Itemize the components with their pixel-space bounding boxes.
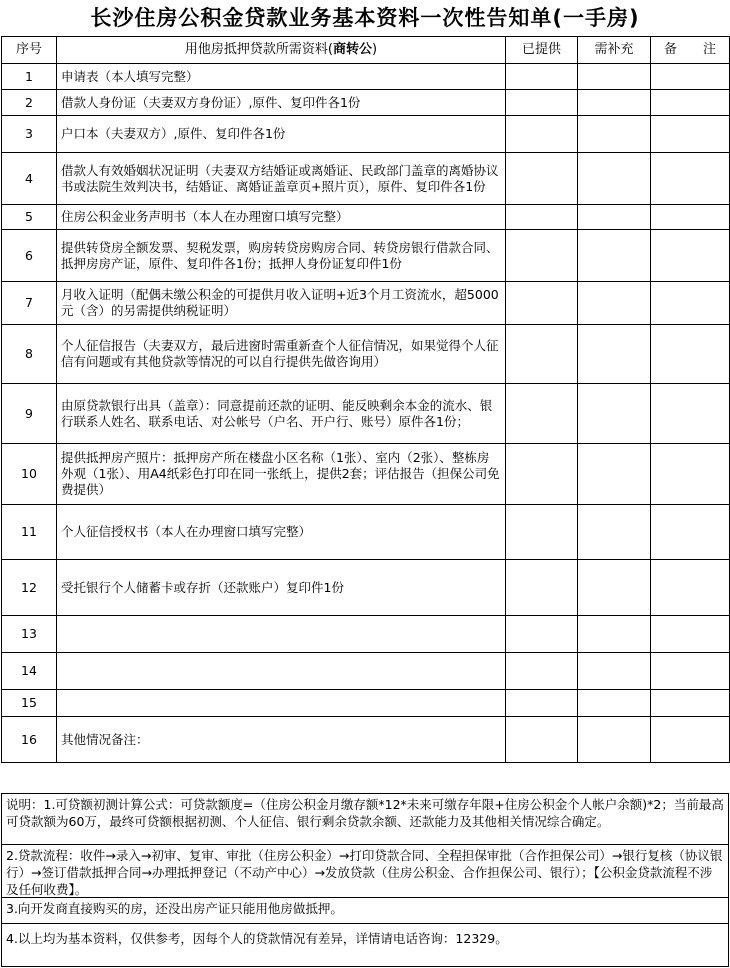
row-supplement-cell [578,444,651,505]
row-description: 受托银行个人储蓄卡或存折（还款账户）复印件1份 [57,560,506,616]
row-supplement-cell [578,205,651,230]
row-remarks-cell [651,690,730,717]
row-description: 住房公积金业务声明书（本人在办理窗口填写完整） [57,205,506,230]
header-provided: 已提供 [506,37,578,64]
row-supplement-cell [578,116,651,153]
row-description [57,653,506,690]
table-row [2,717,730,763]
table-row [2,653,730,690]
row-number: 1 [2,64,57,90]
table-row [2,690,730,717]
row-provided-cell [506,384,578,444]
row-provided-cell [506,205,578,230]
table-row [2,205,730,230]
row-remarks-cell [651,560,730,616]
row-supplement-cell [578,230,651,282]
header-supplement: 需补充 [578,37,651,64]
header-desc-suffix: ) [372,42,378,57]
row-provided-cell [506,560,578,616]
row-number: 8 [2,325,57,384]
row-provided-cell [506,230,578,282]
row-number: 7 [2,282,57,325]
table-row [2,153,730,205]
table-header-row [2,37,730,64]
table-row [2,64,730,90]
row-supplement-cell [578,90,651,116]
row-remarks-cell [651,505,730,560]
row-supplement-cell [578,560,651,616]
row-remarks-cell [651,116,730,153]
row-provided-cell [506,505,578,560]
row-supplement-cell [578,384,651,444]
row-remarks-cell [651,205,730,230]
row-remarks-cell [651,384,730,444]
row-description: 个人征信授权书（本人在办理窗口填写完整） [57,505,506,560]
row-remarks-cell [651,64,730,90]
row-number: 12 [2,560,57,616]
row-supplement-cell [578,325,651,384]
row-description: 借款人有效婚姻状况证明（夫妻双方结婚证或离婚证、民政部门盖章的离婚协议书或法院生效判决书，结婚证、离婚证盖章页+照片页），原件、复印件各1份 [57,153,506,205]
row-supplement-cell [578,282,651,325]
row-description: 提供转贷房全额发票、契税发票，购房转贷房购房合同、转贷房银行借款合同、抵押房房产证，原件、复印件各1份；抵押人身份证复印件1份 [57,230,506,282]
row-number: 11 [2,505,57,560]
row-description: 提供抵押房产照片：抵押房产所在楼盘小区名称（1张）、室内（2张）、整栋房外观（1张）、用A4纸彩色打印在同一张纸上，提供2套；评估报告（担保公司免费提供） [57,444,506,505]
row-provided-cell [506,444,578,505]
row-description [57,616,506,653]
note-4: 4.以上均为基本资料，仅供参考，因每个人的贷款情况有差异，详情请电话咨询：12329。 [6,931,508,946]
header-description [57,37,506,64]
row-provided-cell [506,325,578,384]
row-provided-cell [506,153,578,205]
note-1: 说明：1.可贷额初测计算公式：可贷款额度=（住房公积金月缴存额*12*未来可缴存年限+住房公积金个人帐户余额)*2；当前最高可贷款额为60万，最终可贷额根据初测、个人征信、银行剩余贷款余额、还款能力及其他相关情况综合确定。 [2,794,728,845]
row-description: 户口本（夫妻双方）,原件、复印件各1份 [57,116,506,153]
row-supplement-cell [578,153,651,205]
row-remarks-cell [651,616,730,653]
row-provided-cell [506,90,578,116]
header-seq: 序号 [2,37,57,64]
row-remarks-cell [651,325,730,384]
row-provided-cell [506,717,578,763]
row-provided-cell [506,64,578,90]
table-row [2,116,730,153]
row-number: 15 [2,690,57,717]
table-row [2,384,730,444]
row-number: 3 [2,116,57,153]
row-provided-cell [506,282,578,325]
row-remarks-cell [651,717,730,763]
row-remarks-cell [651,282,730,325]
header-desc-prefix: 用他房抵押贷款所需资料( [184,42,333,57]
row-description: 月收入证明（配偶未缴公积金的可提供月收入证明+近3个月工资流水，超5000元（含）的另需提供纳税证明） [57,282,506,325]
row-provided-cell [506,690,578,717]
row-number: 2 [2,90,57,116]
row-number: 6 [2,230,57,282]
row-provided-cell [506,653,578,690]
header-desc-bold: 商转公 [332,42,372,57]
table-row [2,230,730,282]
row-description: 由原贷款银行出具（盖章）：同意提前还款的证明、能反映剩余本金的流水、银行联系人姓名、联系电话、对公帐号（户名、开户行、账号）原件各1份； [57,384,506,444]
row-description: 其他情况备注： [57,717,506,763]
row-supplement-cell [578,653,651,690]
row-remarks-cell [651,653,730,690]
table-row [2,444,730,505]
note-3: 3.向开发商直接购买的房，还没出房产证只能用他房做抵押。 [2,898,728,924]
row-number: 9 [2,384,57,444]
row-description: 申请表（本人填写完整） [57,64,506,90]
row-number: 4 [2,153,57,205]
row-description: 个人征信报告（夫妻双方，最后进窗时需重新查个人征信情况，如果觉得个人征信有问题或有其他贷款等情况的可以自行提供先做咨询用） [57,325,506,384]
row-provided-cell [506,116,578,153]
row-number: 13 [2,616,57,653]
note-2: 2.贷款流程：收件→录入→初审、复审、审批（住房公积金）→打印贷款合同、全程担保审批（合作担保公司）→银行复核（协议银行）→签订借款抵押合同→办理抵押登记（不动产中心）→发放贷款（住房公积金、合作担保公司、银行）；【公积金贷款流程不涉及任何收费】。 [2,845,728,898]
checklist-table [1,36,730,763]
row-description: 借款人身份证（夫妻双方身份证）,原件、复印件各1份 [57,90,506,116]
row-description [57,690,506,717]
table-row [2,505,730,560]
table-row [2,282,730,325]
row-supplement-cell [578,717,651,763]
row-remarks-cell [651,90,730,116]
table-row [2,560,730,616]
row-number: 10 [2,444,57,505]
row-provided-cell [506,616,578,653]
row-supplement-cell [578,505,651,560]
header-remarks: 备 注 [651,37,730,64]
row-remarks-cell [651,153,730,205]
row-supplement-cell [578,64,651,90]
row-supplement-cell [578,616,651,653]
row-remarks-cell [651,444,730,505]
table-row [2,90,730,116]
row-number: 16 [2,717,57,763]
row-number: 14 [2,653,57,690]
document-title: 长沙住房公积金贷款业务基本资料一次性告知单(一手房) [90,6,640,30]
row-number: 5 [2,205,57,230]
table-row [2,616,730,653]
notes-section [1,793,729,967]
row-remarks-cell [651,230,730,282]
table-row [2,325,730,384]
row-supplement-cell [578,690,651,717]
